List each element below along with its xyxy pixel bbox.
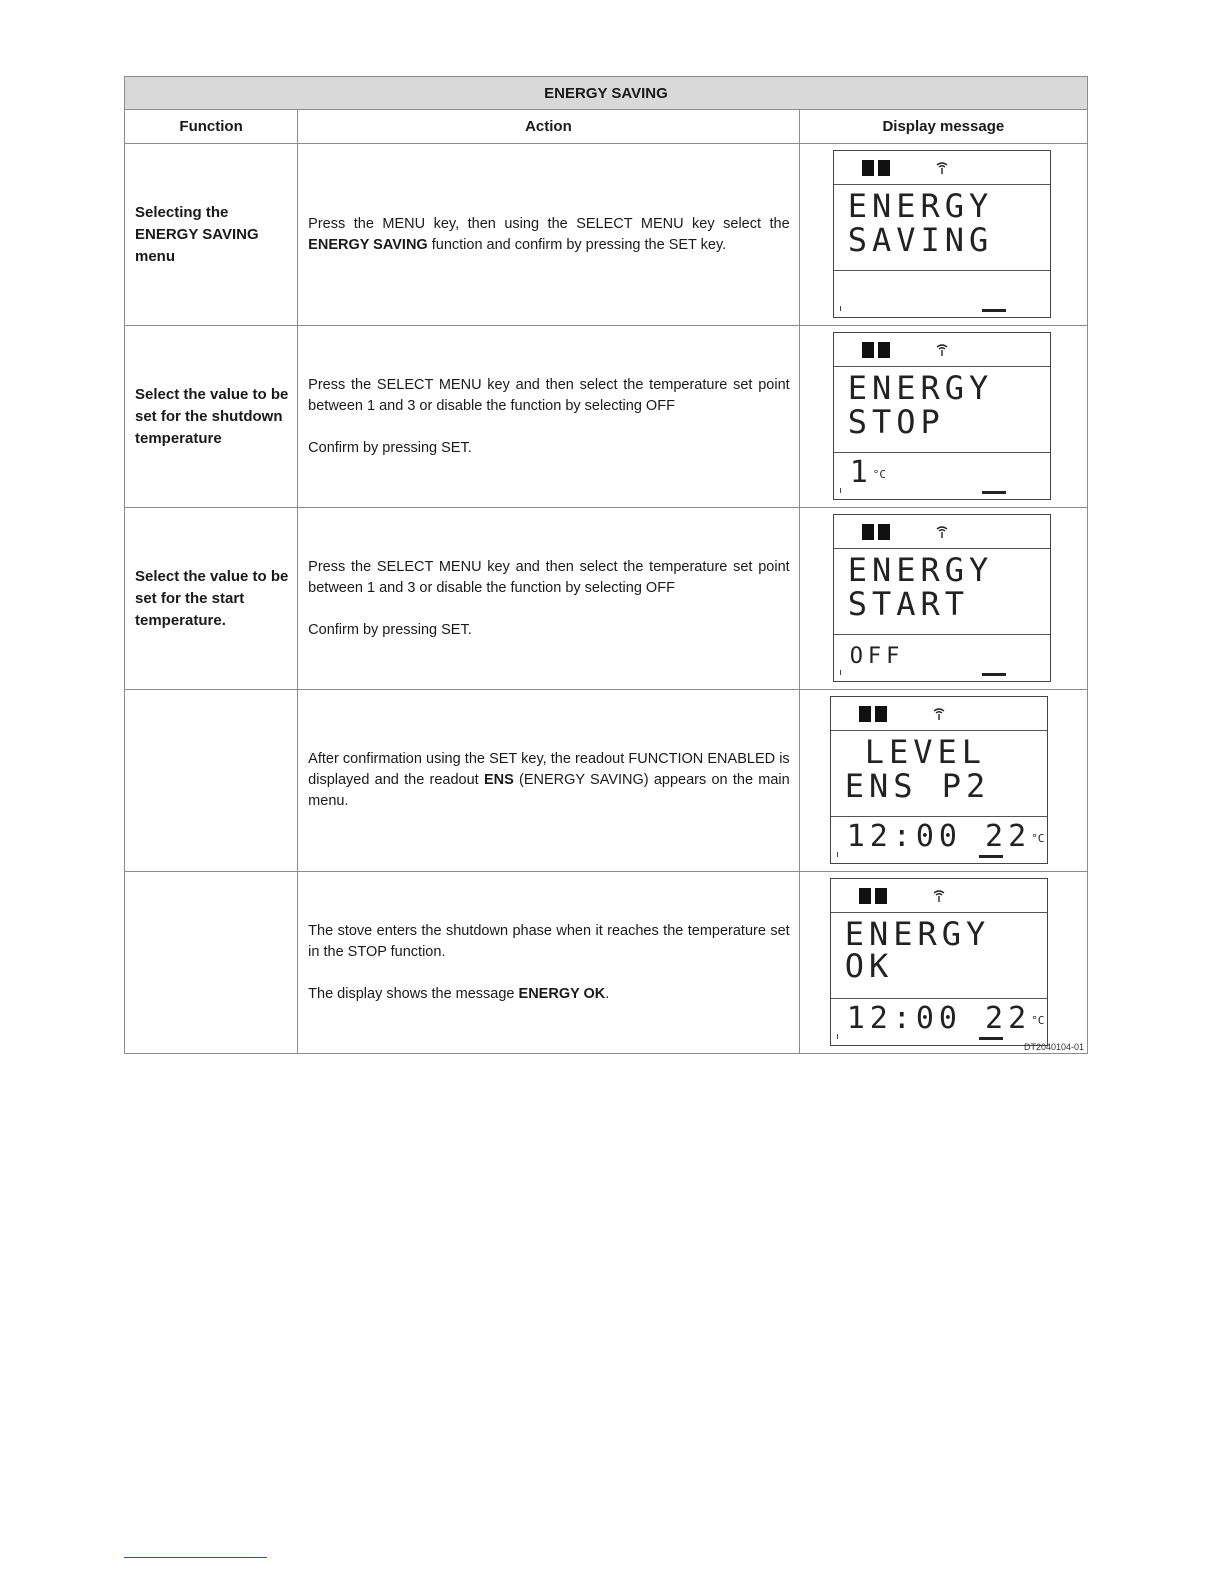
antenna-icon bbox=[935, 525, 949, 539]
action-cell bbox=[298, 508, 800, 690]
action-paragraph bbox=[308, 921, 790, 963]
lcd-bottom-area bbox=[834, 453, 1050, 499]
lcd-status-bar bbox=[831, 879, 1047, 913]
antenna-icon bbox=[935, 343, 949, 357]
lcd-line-2: START bbox=[847, 585, 970, 623]
lcd-display bbox=[833, 514, 1051, 682]
lcd-line-1: ENERGY OK bbox=[844, 915, 991, 985]
action-run: . bbox=[605, 985, 610, 1002]
action-run: The stove enters the shutdown phase when it reaches the temperature set in the STOP function. bbox=[308, 922, 790, 960]
action-cell bbox=[298, 326, 800, 508]
action-run: (ENERGY SAVING) appears on the main menu. bbox=[308, 772, 790, 809]
lcd-bottom-text: 1 bbox=[849, 455, 873, 490]
action-emphasis: ENERGY SAVING bbox=[308, 236, 428, 253]
display-cell bbox=[799, 326, 1087, 508]
table-row bbox=[125, 144, 1088, 326]
function-cell bbox=[125, 690, 298, 872]
antenna-icon bbox=[935, 161, 949, 175]
function-cell bbox=[125, 872, 298, 1054]
figure-code: DT2040104-01 bbox=[1023, 1042, 1084, 1052]
energy-saving-table bbox=[124, 76, 1088, 1054]
display-cell bbox=[799, 872, 1087, 1054]
header-action: Action bbox=[298, 110, 800, 144]
lcd-dash-indicator bbox=[982, 491, 1006, 494]
lcd-line-1: ENERGY bbox=[847, 551, 994, 589]
antenna-icon bbox=[932, 707, 946, 721]
action-paragraph bbox=[308, 214, 790, 256]
lcd-dash-indicator bbox=[979, 855, 1003, 858]
lcd-status-bar bbox=[831, 697, 1047, 731]
lcd-line-1: LEVEL bbox=[864, 733, 987, 771]
status-block-icon bbox=[862, 160, 874, 176]
status-block-icon bbox=[859, 706, 871, 722]
action-run: function and confirm by pressing the SET key. bbox=[427, 236, 727, 253]
lcd-bottom-text: OFF bbox=[849, 644, 905, 669]
action-run: After confirmation using the SET key, the readout FUNCTION ENABLED is displayed and the readout bbox=[308, 751, 790, 788]
action-text bbox=[298, 375, 799, 459]
header-function: Function bbox=[125, 110, 298, 144]
lcd-bottom-value bbox=[847, 1003, 1045, 1035]
energy-saving-table-wrap bbox=[124, 76, 1088, 1054]
lcd-unit: °C bbox=[1031, 832, 1045, 845]
table-row bbox=[125, 690, 1088, 872]
lcd-display bbox=[830, 696, 1048, 864]
display-cell bbox=[799, 508, 1087, 690]
lcd-line-1: ENERGY bbox=[847, 187, 994, 225]
lcd-bottom-value bbox=[850, 641, 905, 673]
action-run: Press the SELECT MENU key and then select the temperature set point between 1 and 3 or disable the function by selecting OFF bbox=[308, 558, 790, 596]
lcd-status-bar bbox=[834, 333, 1050, 367]
action-run: The display shows the message bbox=[308, 985, 519, 1002]
lcd-dash-indicator bbox=[982, 309, 1006, 312]
lcd-message-area bbox=[834, 184, 1050, 271]
lcd-dash-indicator bbox=[982, 673, 1006, 676]
lcd-status-bar bbox=[834, 151, 1050, 185]
action-text bbox=[298, 749, 799, 812]
action-emphasis: ENERGY OK bbox=[518, 985, 606, 1002]
action-paragraph bbox=[308, 620, 790, 641]
action-cell bbox=[298, 690, 800, 872]
action-emphasis: ENS bbox=[483, 772, 514, 788]
action-run: Press the MENU key, then using the SELECT MENU key select the bbox=[308, 215, 790, 232]
status-block-icon bbox=[862, 524, 874, 540]
lcd-display bbox=[833, 332, 1051, 500]
action-text bbox=[298, 214, 799, 256]
lcd-bottom-text: 12:00 22 bbox=[846, 819, 1032, 854]
function-cell bbox=[125, 508, 298, 690]
lcd-unit: °C bbox=[872, 468, 886, 481]
function-text: Selecting the ENERGY SAVING menu bbox=[135, 203, 259, 265]
lcd-bottom-value bbox=[850, 457, 886, 489]
status-block-icon bbox=[875, 888, 887, 904]
status-block-icon bbox=[878, 342, 890, 358]
footer-rule bbox=[124, 1557, 267, 1558]
action-run: Confirm by pressing SET. bbox=[308, 621, 472, 638]
lcd-display bbox=[830, 878, 1048, 1046]
status-block-icon bbox=[875, 706, 887, 722]
action-paragraph bbox=[308, 438, 790, 459]
status-block-icon bbox=[878, 160, 890, 176]
function-cell bbox=[125, 144, 298, 326]
lcd-bottom-area bbox=[831, 817, 1047, 863]
function-text: Select the value to be set for the shutdown temperature bbox=[135, 385, 289, 447]
lcd-unit: °C bbox=[1031, 1014, 1045, 1027]
action-paragraph bbox=[308, 984, 790, 1005]
lcd-bottom-area bbox=[831, 999, 1047, 1045]
status-block-icon bbox=[859, 888, 871, 904]
table-row bbox=[125, 872, 1088, 1054]
lcd-line-2: SAVING bbox=[847, 221, 994, 259]
lcd-line-1: ENERGY bbox=[847, 369, 994, 407]
function-cell bbox=[125, 326, 298, 508]
lcd-tick-mark bbox=[837, 1034, 838, 1039]
table-title: ENERGY SAVING bbox=[125, 77, 1088, 110]
lcd-message-area bbox=[831, 730, 1047, 817]
table-row bbox=[125, 326, 1088, 508]
display-cell bbox=[799, 690, 1087, 872]
lcd-tick-mark bbox=[840, 306, 841, 311]
action-cell bbox=[298, 872, 800, 1054]
action-run: Press the SELECT MENU key and then select the temperature set point between 1 and 3 or disable the function by selecting OFF bbox=[308, 376, 790, 414]
lcd-bottom-area bbox=[834, 635, 1050, 681]
lcd-display bbox=[833, 150, 1051, 318]
lcd-tick-mark bbox=[840, 670, 841, 675]
action-paragraph bbox=[308, 557, 790, 599]
status-block-icon bbox=[862, 342, 874, 358]
lcd-line-2: STOP bbox=[847, 403, 945, 441]
action-paragraph bbox=[308, 749, 790, 812]
action-cell bbox=[298, 144, 800, 326]
lcd-bottom-text: 12:00 22 bbox=[846, 1001, 1032, 1036]
status-block-icon bbox=[878, 524, 890, 540]
action-paragraph bbox=[308, 375, 790, 417]
header-display: Display message bbox=[799, 110, 1087, 144]
lcd-message-area bbox=[831, 912, 1047, 999]
lcd-dash-indicator bbox=[979, 1037, 1003, 1040]
lcd-message-area bbox=[834, 548, 1050, 635]
lcd-bottom-area bbox=[834, 271, 1050, 317]
action-text bbox=[298, 557, 799, 641]
table-row bbox=[125, 508, 1088, 690]
lcd-tick-mark bbox=[840, 488, 841, 493]
lcd-status-bar bbox=[834, 515, 1050, 549]
action-run: Confirm by pressing SET. bbox=[308, 439, 472, 456]
lcd-bottom-value bbox=[847, 821, 1045, 853]
lcd-message-area bbox=[834, 366, 1050, 453]
antenna-icon bbox=[932, 889, 946, 903]
action-text bbox=[298, 921, 799, 1005]
lcd-tick-mark bbox=[837, 852, 838, 857]
function-text: Select the value to be set for the start temperature. bbox=[135, 567, 289, 629]
lcd-line-2: ENS P2 bbox=[844, 767, 991, 805]
display-cell bbox=[799, 144, 1087, 326]
